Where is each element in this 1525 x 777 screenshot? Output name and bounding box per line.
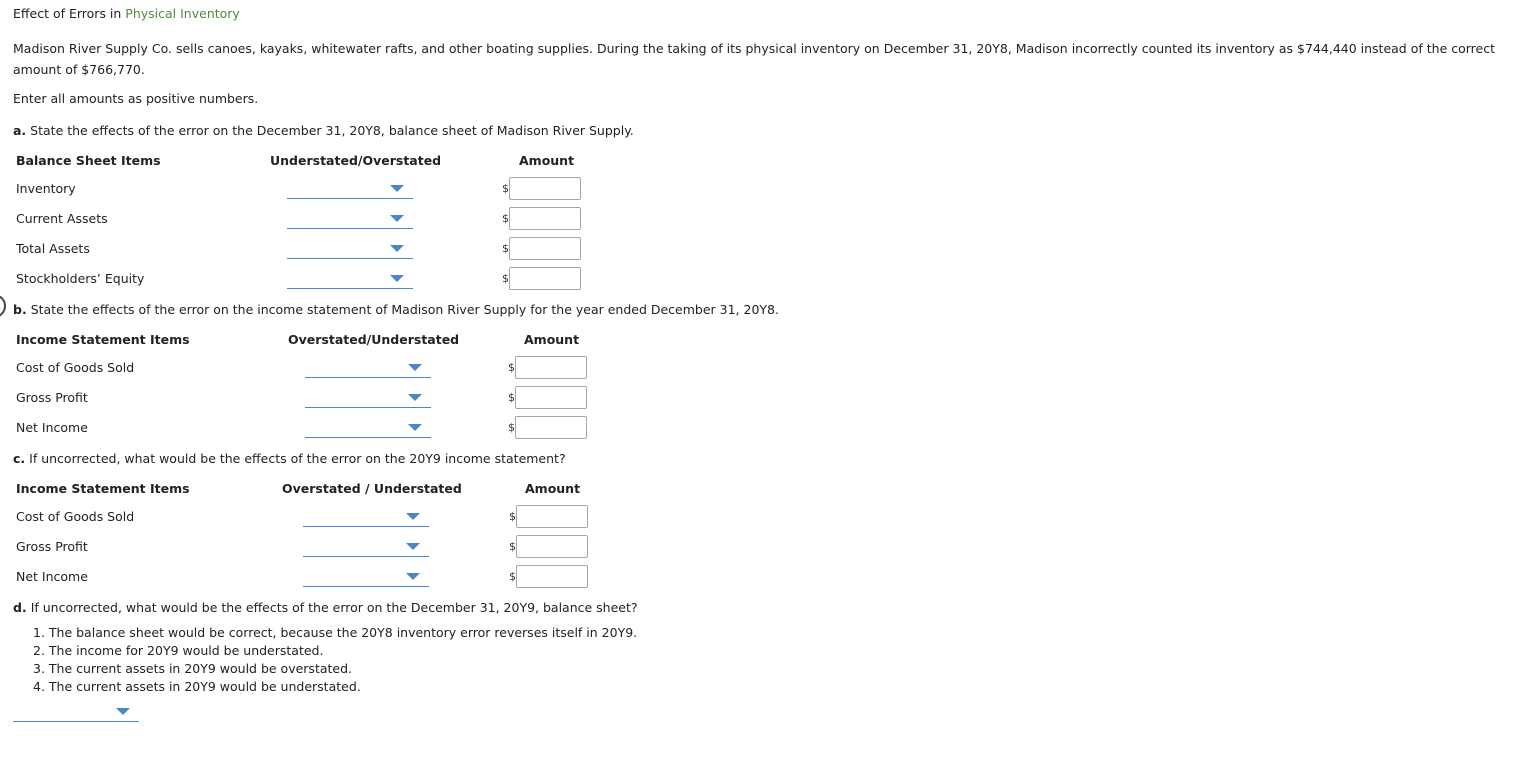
part-c-direction-dropdown[interactable] <box>303 568 429 587</box>
part-b-header-direction: Overstated/Understated <box>288 332 460 347</box>
part-a-header-direction: Understated/Overstated <box>270 153 442 168</box>
part-b-header-item: Income Statement Items <box>16 332 190 347</box>
part-b-direction-dropdown[interactable] <box>305 389 431 408</box>
dollar-sign: $ <box>508 421 515 434</box>
chevron-down-icon <box>406 573 420 580</box>
part-d-question <box>13 600 638 615</box>
dollar-sign: $ <box>508 391 515 404</box>
part-c-amount-input[interactable] <box>516 505 588 528</box>
part-c-amount-input[interactable] <box>516 565 588 588</box>
part-d-option: 1. The balance sheet would be correct, because the 20Y8 inventory error reverses itself in 20Y9. <box>33 625 638 640</box>
title-accent: Physical Inventory <box>125 6 240 21</box>
part-a-row-label: Total Assets <box>16 241 90 256</box>
part-a-question-text: State the effects of the error on the December 31, 20Y8, balance sheet of Madison River Supply. <box>30 123 634 138</box>
dollar-sign: $ <box>502 242 509 255</box>
part-a-direction-dropdown[interactable] <box>287 210 413 229</box>
part-b-row-label: Cost of Goods Sold <box>16 360 135 375</box>
chevron-down-icon <box>390 245 404 252</box>
part-c-row-label: Gross Profit <box>16 539 88 554</box>
part-a-direction-dropdown[interactable] <box>287 240 413 259</box>
dollar-sign: $ <box>502 272 509 285</box>
part-c-header-direction: Overstated / Understated <box>282 481 462 496</box>
part-b-question <box>13 302 779 317</box>
part-b-letter: b. <box>13 302 27 317</box>
part-b-header-amount: Amount <box>524 332 580 347</box>
chevron-down-icon <box>390 185 404 192</box>
part-b-amount-input[interactable] <box>515 386 587 409</box>
dollar-sign: $ <box>509 510 516 523</box>
part-c-letter: c. <box>13 451 26 466</box>
part-b-direction-dropdown[interactable] <box>305 359 431 378</box>
part-a-amount-input[interactable] <box>509 207 581 230</box>
part-d-option: 3. The current assets in 20Y9 would be overstated. <box>33 661 353 676</box>
part-b-question-text: State the effects of the error on the income statement of Madison River Supply for the year ended December 31, 20Y8. <box>30 302 779 317</box>
part-a-amount-input[interactable] <box>509 237 581 260</box>
part-d-option: 2. The income for 20Y9 would be understated. <box>33 643 324 658</box>
dollar-sign: $ <box>502 212 509 225</box>
dollar-sign: $ <box>502 182 509 195</box>
part-d-question-text: If uncorrected, what would be the effects of the error on the December 31, 20Y9, balance sheet? <box>30 600 638 615</box>
part-d-answer-dropdown[interactable] <box>13 703 139 722</box>
part-a-row-label: Inventory <box>16 181 76 196</box>
chevron-down-icon <box>406 513 420 520</box>
chevron-down-icon <box>390 275 404 282</box>
part-b-row-label: Net Income <box>16 420 88 435</box>
part-a-letter: a. <box>13 123 27 138</box>
problem-intro: Madison River Supply Co. sells canoes, kayaks, whitewater rafts, and other boating supplies. During the taking of its physical inventory on December 31, 20Y8, Madison incorrectly counted its inventory as $744,440 instead of the correct amount of $766,770. <box>13 41 1495 77</box>
part-a-row-label: Current Assets <box>16 211 108 226</box>
part-b-direction-dropdown[interactable] <box>305 419 431 438</box>
instructions: Enter all amounts as positive numbers. <box>13 91 259 106</box>
part-c-row-label: Net Income <box>16 569 88 584</box>
part-c-row-label: Cost of Goods Sold <box>16 509 135 524</box>
part-c-direction-dropdown[interactable] <box>303 538 429 557</box>
part-a-header-amount: Amount <box>519 153 575 168</box>
part-d-letter: d. <box>13 600 27 615</box>
part-a-direction-dropdown[interactable] <box>287 270 413 289</box>
chevron-down-icon <box>408 364 422 371</box>
title-prefix: Effect of Errors in <box>13 6 126 21</box>
chevron-down-icon <box>408 424 422 431</box>
chevron-down-icon <box>116 708 130 715</box>
part-a-row-label: Stockholders’ Equity <box>16 271 145 286</box>
part-c-question-text: If uncorrected, what would be the effects of the error on the 20Y9 income statement? <box>29 451 566 466</box>
page-title <box>13 6 240 21</box>
part-c-direction-dropdown[interactable] <box>303 508 429 527</box>
part-a-amount-input[interactable] <box>509 177 581 200</box>
part-d-option: 4. The current assets in 20Y9 would be understated. <box>33 679 361 694</box>
chevron-down-icon <box>390 215 404 222</box>
chevron-down-icon <box>406 543 420 550</box>
part-b-amount-input[interactable] <box>515 356 587 379</box>
part-a-question <box>13 123 634 138</box>
dollar-sign: $ <box>509 540 516 553</box>
part-c-header-amount: Amount <box>525 481 581 496</box>
dollar-sign: $ <box>509 570 516 583</box>
part-a-direction-dropdown[interactable] <box>287 180 413 199</box>
part-c-question <box>13 451 566 466</box>
chevron-down-icon <box>408 394 422 401</box>
part-a-header-item: Balance Sheet Items <box>16 153 161 168</box>
part-c-header-item: Income Statement Items <box>16 481 190 496</box>
decorative-circle-edge <box>0 294 6 318</box>
part-c-amount-input[interactable] <box>516 535 588 558</box>
dollar-sign: $ <box>508 361 515 374</box>
part-a-amount-input[interactable] <box>509 267 581 290</box>
part-b-amount-input[interactable] <box>515 416 587 439</box>
part-b-row-label: Gross Profit <box>16 390 88 405</box>
